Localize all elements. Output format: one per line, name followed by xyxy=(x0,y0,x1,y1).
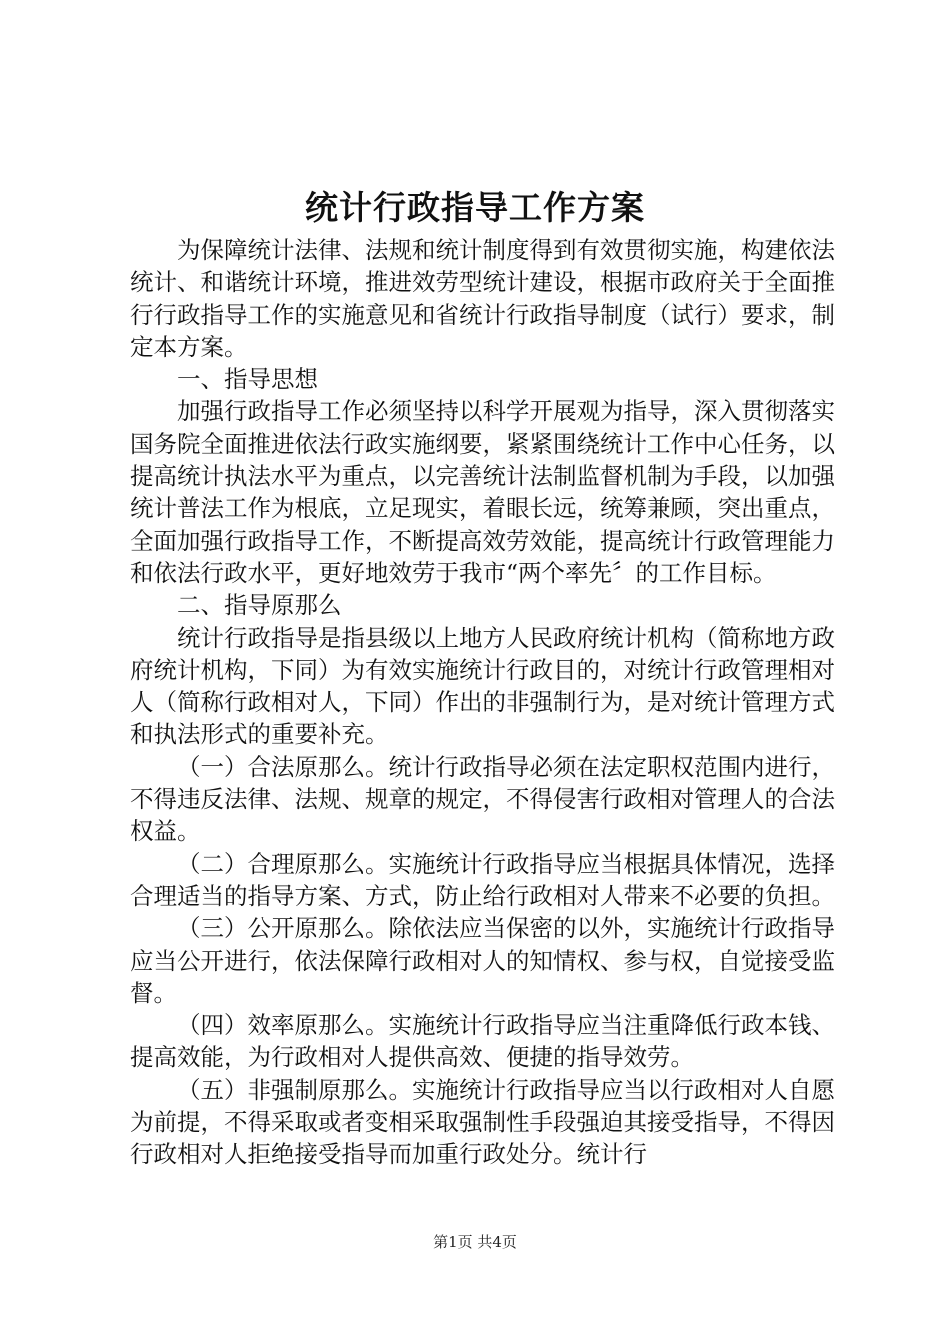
paragraph-guiding-ideology: 加强行政指导工作必须坚持以科学开展观为指导，深入贯彻落实国务院全面推进依法行政实施纲要，紧紧围绕统计工作中心任务，以提高统计执法水平为重点，以完善统计法制监督机制为手段，以加强统计普法工作为根底，立足现实，着眼长远，统筹兼顾，突出重点，全面加强行政指导工作，不断提高效劳效能，提高统计行政管理能力和依法行政水平，更好地效劳于我市“两个率先〞的工作目标。 xyxy=(130,397,835,587)
paragraph-principle-legality: （一）合法原那么。统计行政指导必须在法定职权范围内进行，不得违反法律、法规、规章的规定，不得侵害行政相对管理人的合法权益。 xyxy=(130,752,835,846)
document-title: 统计行政指导工作方案 xyxy=(305,188,645,227)
paragraph-intro: 为保障统计法律、法规和统计制度得到有效贯彻实施，构建依法统计、和谐统计环境，推进效劳型统计建设，根据市政府关于全面推行行政指导工作的实施意见和省统计行政指导制度（试行）要求，制定本方案。 xyxy=(130,236,835,361)
document-body xyxy=(130,234,835,1171)
page-footer: 第1页 共4页 xyxy=(433,1233,517,1251)
section-heading-guiding-ideology: 一、指导思想 xyxy=(177,365,318,394)
paragraph-principle-openness: （三）公开原那么。除依法应当保密的以外，实施统计行政指导应当公开进行，依法保障行政相对人的知情权、参与权，自觉接受监督。 xyxy=(130,914,835,1007)
paragraph-principle-non-coercion: （五）非强制原那么。实施统计行政指导应当以行政相对人自愿为前提，不得采取或者变相采取强制性手段强迫其接受指导，不得因行政相对人拒绝接受指导而加重行政处分。统计行 xyxy=(130,1075,835,1169)
paragraph-principle-efficiency: （四）效率原那么。实施统计行政指导应当注重降低行政本钱、提高效能，为行政相对人提供高效、便捷的指导效劳。 xyxy=(130,1011,835,1072)
section-heading-guiding-principles: 二、指导原那么 xyxy=(177,591,342,620)
paragraph-definition: 统计行政指导是指县级以上地方人民政府统计机构（简称地方政府统计机构，下同）为有效实施统计行政目的，对统计行政管理相对人（简称行政相对人，下同）作出的非强制行为，是对统计管理方式和执法形式的重要补充。 xyxy=(130,623,835,749)
paragraph-principle-reasonableness: （二）合理原那么。实施统计行政指导应当根据具体情况，选择合理适当的指导方案、方式，防止给行政相对人带来不必要的负担。 xyxy=(130,849,835,910)
